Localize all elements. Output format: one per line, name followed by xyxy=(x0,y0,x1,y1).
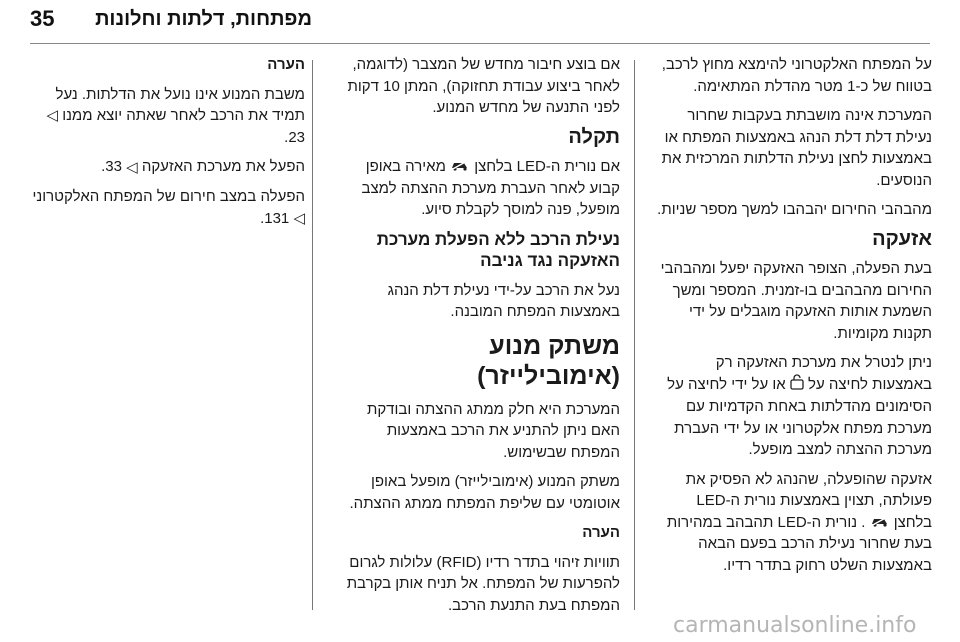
paragraph: אם בוצע חיבור מחדש של המצבר (לדוגמה, לאחר ביצוע עבודת תחזוקה), המתן 10 דקות לפני התנעה של מחדש המנוע. xyxy=(347,56,620,116)
note-text: תוויות זיהוי בתדר רדיו (RFID) עלולות לגרום להפרעות של המפתח. אל תניח אותן בקרבת המפתח בעת התנעת הרכב. xyxy=(346,553,620,614)
paragraph: מהבהבי החירום יהבהבו למשך מספר שניות. xyxy=(657,201,932,218)
text-span: הפעל את מערכת האזעקה xyxy=(141,158,305,176)
text-span: מאירה באופן קבוע לאחר העברת מערכת ההצתה למצב מופעל, פנה למוסך לקבלת סיוע. xyxy=(361,158,620,219)
text-span: . נורית ה-LED תהבהב במהירות בעת שחרור נעילת הרכב בפעם הבאה באמצעות השלט רחוק בתדר רדיו. xyxy=(666,513,932,574)
page-ref-arrow-icon: ◁ xyxy=(46,107,59,125)
paragraph xyxy=(340,156,620,221)
note-label: הערה xyxy=(267,56,305,73)
text-span: אם נורית ה-LED בלחצן xyxy=(474,158,620,175)
text-span: או על ידי לחיצה על הסימונים מהדלתות באחת הקדמיות עם מערכת מפתח אלקטרוני או על ידי העברת מערכת ההצתה למצב מופעל. xyxy=(667,375,932,458)
paragraph: נעל את הרכב על-ידי נעילת דלת הנהג באמצעות המפתח המובנה. xyxy=(387,281,620,321)
text-span: ניתן לנטרל את מערכת האזעקה רק באמצעות לחיצה על xyxy=(715,354,932,393)
car-lock-icon xyxy=(450,156,470,178)
page-ref[interactable]: 131. xyxy=(260,209,290,227)
text-span: משבת המנוע אינו נועל את הדלתות. נעל תמיד את הרכב לאחר שאתה יוצא ממנו xyxy=(55,85,305,124)
header-rule xyxy=(30,43,930,44)
car-lock-icon xyxy=(870,512,890,534)
page-ref[interactable]: 33. xyxy=(101,158,122,176)
note-text xyxy=(25,84,305,149)
paragraph xyxy=(25,186,305,229)
column-divider xyxy=(312,60,313,610)
paragraph xyxy=(654,352,932,461)
paragraph: המערכת אינה מושבתת בעקבות שחרור נעילת דלת דלת הנהג באמצעות המפתח או באמצעות לחצן נעילת הדלתות המרכזית את הנוסעים. xyxy=(661,107,932,189)
text-span: אזעקה שהופעלה, שהנהג לא הפסיק את פעולתה, תצוין באמצעות נורית ה-LED בלחצן xyxy=(685,470,932,531)
watermark: carmanualsonline.info xyxy=(673,613,917,638)
paragraph: המערכת היא חלק ממתג ההצתה ובודקת האם ניתן להתניע את הרכב באמצעות המפתח שבשימוש. xyxy=(366,400,620,461)
paragraph: בעת הפעלה, הצופר האזעקה יפעל ומהבהבי החירום מהבהבים בו-זמנית. המספר ומשך השמעת אותות האזעקה מוגבלים על ידי תקנות מקומיות. xyxy=(660,260,932,342)
note-label: הערה xyxy=(582,524,620,542)
column-middle xyxy=(340,54,620,624)
page-ref-arrow-icon: ◁ xyxy=(293,209,305,227)
column-left xyxy=(25,54,305,237)
running-title: מפתחות, דלתות וחלונות xyxy=(95,8,312,30)
column-divider xyxy=(634,60,635,610)
text-span: הפעלה במצב חירום של המפתח האלקטרוני xyxy=(32,188,305,206)
paragraph: על המפתח האלקטרוני להימצא מחוץ לרכב, בטווח של כ-1 מטר מהדלת המתאימה. xyxy=(661,56,932,95)
section-title-alarm: אזעקה xyxy=(872,227,932,250)
page-number: 35 xyxy=(30,6,55,31)
section-title-lock: נעילת הרכב ללא הפעלת מערכת האזעקה נגד גניבה xyxy=(376,229,620,271)
paragraph: משתק המנוע (אימובילייזר) מופעל באופן אוטומטי עם שליפת המפתח ממתג ההצתה. xyxy=(349,473,620,512)
page-header xyxy=(0,0,960,40)
page-ref-arrow-icon: ◁ xyxy=(126,158,138,176)
paragraph xyxy=(654,469,932,577)
section-title-fault: תקלה xyxy=(568,125,620,148)
paragraph xyxy=(25,156,305,178)
section-title-immobilizer: משתק מנוע (אימובילייזר) xyxy=(477,331,620,390)
column-right xyxy=(654,54,932,584)
page-ref[interactable]: 23. xyxy=(284,128,305,146)
unlock-button-icon xyxy=(790,374,804,397)
